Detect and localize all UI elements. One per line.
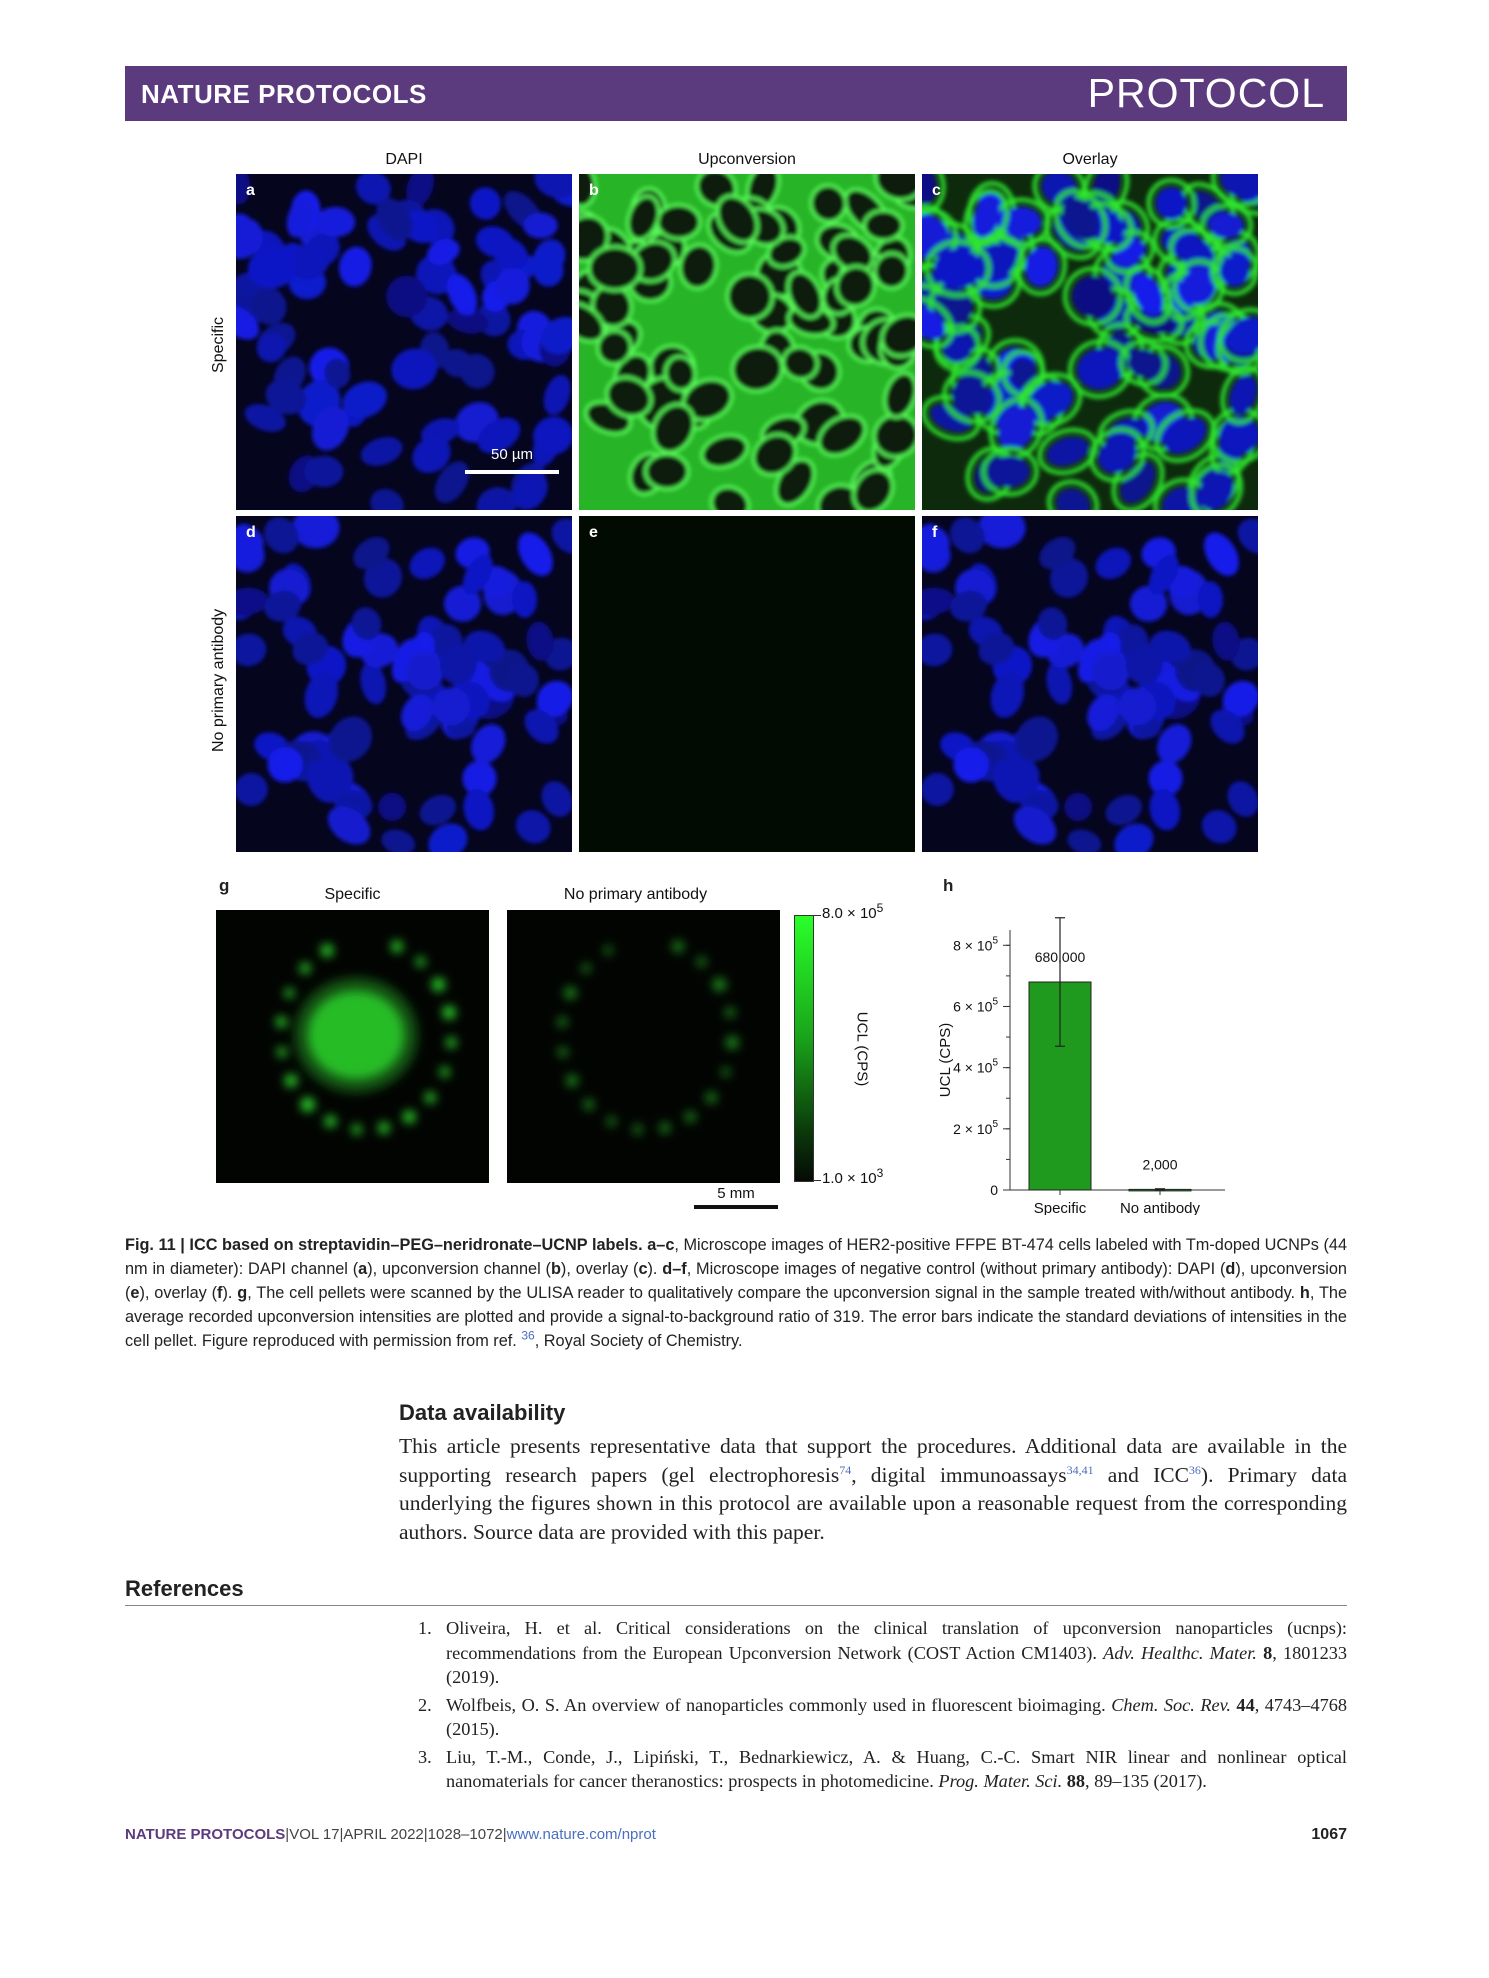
caption-text: , Royal Society of Chemistry. bbox=[534, 1332, 743, 1350]
citation-link[interactable]: 36 bbox=[1188, 1462, 1201, 1477]
signal-spot bbox=[325, 1116, 336, 1127]
figure-caption bbox=[125, 1233, 1347, 1353]
signal-spot bbox=[557, 1017, 567, 1027]
y-tick-exponent: 5 bbox=[992, 1118, 998, 1130]
panel-letter-g: g bbox=[219, 876, 230, 895]
data-label-0: 680,000 bbox=[1034, 949, 1086, 965]
signal-spot bbox=[582, 964, 591, 973]
caption-ref: d–f bbox=[662, 1260, 687, 1278]
caption-citation-link[interactable]: 36 bbox=[521, 1328, 535, 1343]
signal-spot bbox=[301, 1098, 315, 1112]
reference-item bbox=[418, 1693, 1347, 1742]
colorbar-tick-top bbox=[813, 915, 821, 916]
reference-pages: , 4743–4768 (2015). bbox=[446, 1694, 1348, 1739]
reference-journal: Adv. Healthc. Mater. bbox=[1103, 1642, 1257, 1663]
cell-nucleus bbox=[304, 456, 343, 487]
reference-journal: Prog. Mater. Sci. bbox=[938, 1771, 1063, 1791]
colorbar-max-label: $8.0 \times 10^5$ bbox=[822, 901, 884, 922]
citation-link[interactable]: 34,41 bbox=[1066, 1462, 1094, 1477]
microscopy-panel-f bbox=[922, 516, 1258, 852]
footer-separator: | bbox=[285, 1826, 290, 1843]
caption-ref: f bbox=[217, 1284, 223, 1302]
column-title-overlay: Overlay bbox=[1062, 151, 1118, 168]
references-list bbox=[418, 1616, 1347, 1797]
footer-separator: | bbox=[502, 1826, 507, 1843]
caption-ref: h bbox=[1299, 1284, 1310, 1302]
footer-date: APRIL 2022 bbox=[343, 1826, 424, 1843]
y-axis-label: UCL (CPS) bbox=[937, 1022, 954, 1098]
signal-spot bbox=[321, 944, 333, 956]
reference-number: 3. bbox=[418, 1746, 432, 1767]
y-tick-label: $8 \times 10^5$ bbox=[953, 935, 998, 954]
cell-dark-interior bbox=[864, 210, 903, 240]
footer-journal: NATURE PROTOCOLS bbox=[125, 1826, 286, 1843]
signal-spot bbox=[416, 957, 425, 966]
signal-spot bbox=[583, 1099, 594, 1110]
body-text: , digital immunoassays bbox=[851, 1462, 1067, 1487]
signal-spot bbox=[721, 1068, 730, 1077]
signal-spot bbox=[300, 963, 310, 973]
signal-spot bbox=[564, 987, 576, 999]
overlay-image-control bbox=[922, 516, 1258, 852]
dapi-image-control bbox=[236, 516, 572, 852]
pellet-scan-no-primary bbox=[507, 910, 780, 1183]
bar-chart-ucl bbox=[930, 895, 1250, 1215]
caption-text: ). bbox=[647, 1260, 663, 1278]
reference-item bbox=[418, 1745, 1347, 1794]
reference-pages: , 89–135 (2017). bbox=[1085, 1771, 1207, 1791]
column-title-upconversion: Upconversion bbox=[698, 151, 796, 168]
microscopy-panel-e bbox=[579, 516, 915, 852]
microscopy-panel-c bbox=[922, 174, 1258, 510]
data-availability-heading: Data availability bbox=[399, 1400, 566, 1425]
caption-ref: b bbox=[550, 1260, 561, 1278]
caption-ref: e bbox=[130, 1284, 140, 1302]
signal-spot bbox=[713, 978, 726, 991]
caption-ref: a–c bbox=[647, 1236, 675, 1254]
article-type: PROTOCOL bbox=[1087, 70, 1325, 116]
reference-text: Liu, T.-M., Conde, J., Lipiński, T., Bednarkiewicz, A. & Huang, C.-C. Smart NIR linear and nonlinear optical nanomaterials for cancer theranostics: prospects in photomedicine. bbox=[446, 1746, 1347, 1791]
y-tick-label: $4 \times 10^5$ bbox=[953, 1057, 998, 1076]
reference-item bbox=[418, 1616, 1347, 1690]
caption-text: ), overlay ( bbox=[139, 1284, 218, 1302]
caption-text: , Microscope images of HER2-positive FFPE BT-474 cells labeled with Tm-doped UCNPs (44 nm in diameter): DAPI channel ( bbox=[125, 1236, 1347, 1278]
x-tick-label-1: No antibody bbox=[1119, 1200, 1201, 1215]
reference-number: 1. bbox=[418, 1618, 432, 1638]
y-tick-exponent: 5 bbox=[992, 1057, 998, 1069]
signal-spot bbox=[432, 978, 445, 991]
reference-journal: Chem. Soc. Rev. bbox=[1111, 1694, 1231, 1715]
body-text: ). Primary data underlying the figures shown in this protocol are available upon a reasonable request from the corresponding authors. Source data are provided with this paper. bbox=[399, 1462, 1347, 1544]
signal-spot bbox=[633, 1125, 642, 1134]
page-number: 1067 bbox=[1311, 1826, 1347, 1843]
colorbar-min-label: $1.0 \times 10^3$ bbox=[822, 1166, 884, 1187]
colorbar-tick-bottom bbox=[813, 1180, 821, 1181]
panel-letter-f: f bbox=[932, 524, 938, 541]
caption-ref: d bbox=[1225, 1260, 1236, 1278]
signal-spot bbox=[378, 1122, 389, 1133]
panel-letter-b: b bbox=[589, 182, 599, 199]
scale-bar-50um bbox=[465, 470, 559, 474]
reference-volume: 8 bbox=[1263, 1642, 1273, 1663]
body-text: and ICC bbox=[1093, 1462, 1189, 1487]
upconversion-image-specific bbox=[579, 174, 915, 510]
signal-spot bbox=[660, 1123, 671, 1134]
signal-spot bbox=[607, 1117, 616, 1126]
cell-dark-interior bbox=[645, 454, 688, 489]
signal-spot bbox=[726, 1036, 739, 1049]
signal-spot bbox=[352, 1125, 362, 1135]
g-scale-bar-label: 5 mm bbox=[717, 1185, 755, 1202]
caption-ref: g bbox=[237, 1284, 248, 1302]
g-title-no-primary: No primary antibody bbox=[563, 886, 708, 903]
signal-spot bbox=[672, 941, 683, 952]
y-tick-label: $6 \times 10^5$ bbox=[953, 996, 998, 1015]
signal-spot bbox=[276, 1017, 287, 1028]
data-label-1: 2,000 bbox=[1142, 1156, 1178, 1173]
row-label-no-primary-antibody: No primary antibody bbox=[210, 608, 227, 752]
caption-text: ). bbox=[222, 1284, 238, 1302]
microscopy-panel-a bbox=[236, 174, 572, 510]
signal-spot bbox=[403, 1111, 415, 1123]
pellet-halo bbox=[294, 977, 418, 1093]
y-tick-exponent: 5 bbox=[992, 996, 998, 1008]
signal-spot bbox=[440, 1067, 450, 1077]
reference-volume: 44 bbox=[1236, 1694, 1255, 1715]
references-divider bbox=[125, 1605, 1347, 1606]
signal-spot bbox=[697, 957, 707, 967]
panel-letter-d: d bbox=[246, 524, 256, 541]
signal-spot bbox=[277, 1047, 286, 1056]
reference-text: Oliveira, H. et al. Critical considerations on the clinical translation of upconversion nanoparticles (ucnps): recommendations from the European Upconversion Network (COST Action CM1403). bbox=[446, 1618, 1347, 1663]
y-tick-exponent: 5 bbox=[992, 935, 998, 947]
g-scale-bar bbox=[694, 1205, 778, 1209]
colorbar bbox=[794, 915, 814, 1182]
reference-volume: 88 bbox=[1066, 1771, 1085, 1791]
cell-dark-interior bbox=[589, 247, 641, 291]
panel-letter-e: e bbox=[589, 524, 598, 541]
y-tick-label: 0 bbox=[990, 1182, 998, 1198]
column-title-dapi: DAPI bbox=[385, 151, 423, 168]
signal-spot bbox=[566, 1075, 578, 1087]
scale-bar-label: 50 µm bbox=[491, 446, 533, 463]
panel-letter-c: c bbox=[932, 182, 941, 199]
microscopy-panel-d bbox=[236, 516, 572, 852]
reference-pages: , 1801233 (2019). bbox=[446, 1642, 1348, 1687]
caption-text: ), upconversion channel ( bbox=[367, 1260, 551, 1278]
signal-spot bbox=[285, 1075, 297, 1087]
cell-dark-interior bbox=[656, 204, 700, 240]
caption-text: , Microscope images of negative control (without primary antibody): DAPI ( bbox=[686, 1260, 1226, 1278]
caption-text: , The cell pellets were scanned by the ULISA reader to qualitatively compare the upconversion signal in the sample treated with/without antibody. bbox=[247, 1284, 1300, 1302]
caption-text: ), overlay ( bbox=[560, 1260, 639, 1278]
overlay-image-specific bbox=[922, 174, 1258, 510]
row-label-specific: Specific bbox=[210, 316, 227, 373]
data-availability-body bbox=[399, 1432, 1347, 1546]
caption-title: Fig. 11 | ICC based on streptavidin–PEG–neridronate–UCNP labels. bbox=[125, 1236, 643, 1254]
signal-spot bbox=[285, 988, 294, 997]
colorbar-label: UCL (CPS) bbox=[853, 1011, 871, 1087]
caption-text: ), upconversion ( bbox=[125, 1260, 1347, 1302]
signal-spot bbox=[443, 1006, 456, 1019]
pellet-scan-specific-image bbox=[216, 910, 489, 1183]
citation-link[interactable]: 74 bbox=[839, 1462, 852, 1477]
signal-spot bbox=[706, 1092, 717, 1103]
footer-separator: | bbox=[339, 1826, 344, 1843]
footer-separator: | bbox=[423, 1826, 428, 1843]
pellet-scan-no-primary-image bbox=[507, 910, 780, 1183]
cell-nucleus bbox=[248, 249, 296, 289]
signal-spot bbox=[425, 1092, 436, 1103]
signal-spot bbox=[558, 1047, 568, 1057]
pellet-scan-specific bbox=[216, 910, 489, 1183]
footer-pages: 1028–1072 bbox=[427, 1826, 503, 1843]
references-heading: References bbox=[125, 1576, 244, 1601]
journal-header-bar bbox=[125, 66, 1347, 121]
body-text: This article presents representative data that support the procedures. Additional data are available in the supporting research papers (gel electrophoresis bbox=[399, 1434, 1347, 1487]
cell-nucleus bbox=[934, 249, 982, 289]
journal-name: NATURE PROTOCOLS bbox=[141, 79, 427, 109]
footer-volume: VOL 17 bbox=[289, 1826, 340, 1843]
signal-spot bbox=[391, 941, 402, 952]
y-tick-label: $2 \times 10^5$ bbox=[953, 1118, 998, 1137]
microscopy-panel-b bbox=[579, 174, 915, 510]
signal-spot bbox=[446, 1037, 456, 1047]
caption-ref: c bbox=[638, 1260, 648, 1278]
caption-text: , The average recorded upconversion intensities are plotted and provide a signal-to-background ratio of 319. The error bars indicate the standard deviations of intensities in the cell pellet. Figure reproduced with permission from ref. bbox=[125, 1284, 1348, 1350]
page-footer bbox=[125, 1826, 656, 1843]
reference-number: 2. bbox=[418, 1694, 432, 1715]
reference-text: Wolfbeis, O. S. An overview of nanoparticles commonly used in fluorescent bioimaging. bbox=[446, 1694, 1112, 1715]
caption-ref: a bbox=[358, 1260, 368, 1278]
g-title-specific: Specific bbox=[324, 886, 381, 903]
x-tick-label-0: Specific bbox=[1033, 1200, 1087, 1215]
signal-spot bbox=[725, 1007, 735, 1017]
signal-spot bbox=[685, 1112, 696, 1123]
panel-letter-h: h bbox=[943, 876, 954, 895]
signal-spot bbox=[604, 946, 612, 954]
cell-nucleus bbox=[990, 456, 1029, 487]
footer-url-link[interactable]: www.nature.com/nprot bbox=[506, 1826, 656, 1843]
panel-letter-a: a bbox=[246, 182, 255, 199]
